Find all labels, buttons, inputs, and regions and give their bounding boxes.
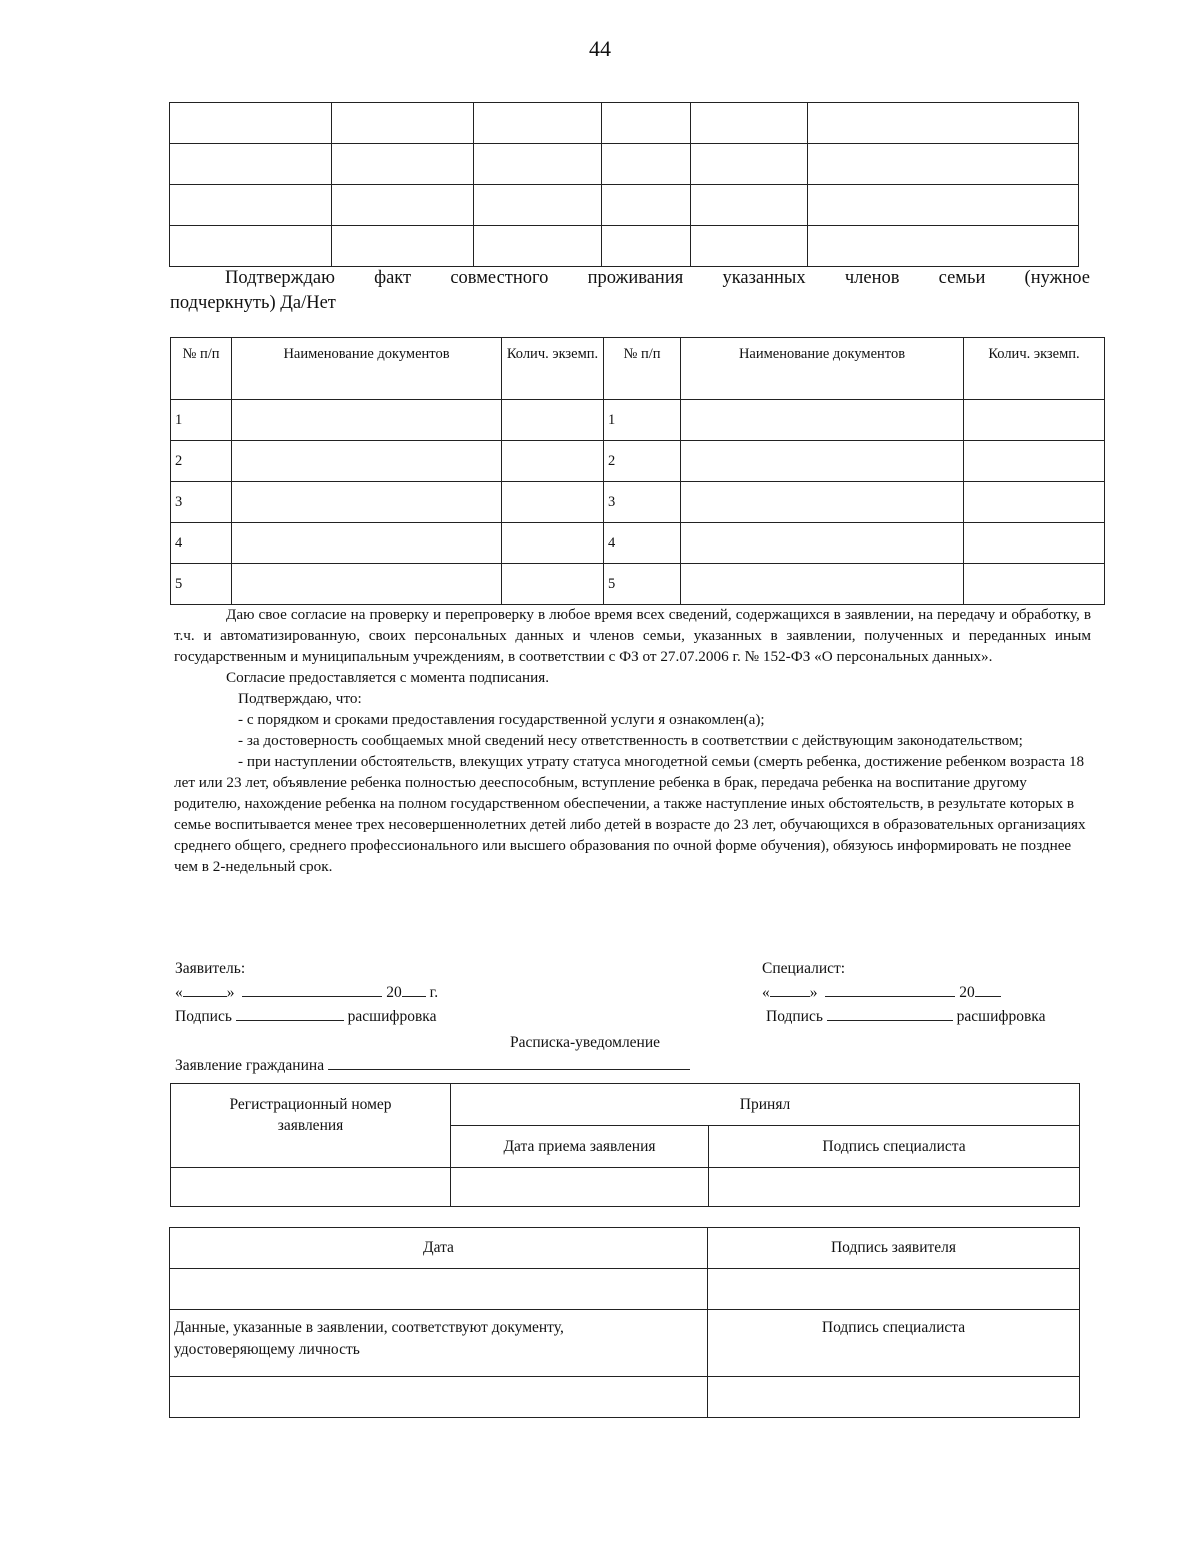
header-qty-left: Колич. экземп.: [502, 338, 604, 400]
citizen-label: Заявление гражданина: [175, 1057, 325, 1074]
decoding-label: расшифровка: [347, 1008, 437, 1025]
year-prefix: 20: [386, 984, 402, 1001]
date-cell[interactable]: [170, 1269, 708, 1310]
specialist-signature-header: Подпись специалиста: [709, 1126, 1080, 1168]
receipt-table: [170, 1083, 1080, 1207]
row-number: 2: [171, 441, 232, 482]
signature-field[interactable]: [236, 1006, 344, 1021]
consent-paragraph: Подтверждаю, что:: [238, 690, 362, 707]
applicant-signature-line: [175, 1005, 515, 1029]
consent-paragraph: - с порядком и сроками предоставления государственной услуги я ознакомлен(а);: [238, 711, 765, 728]
confirm-line-1: Подтверждаю факт совместного проживания указанных членов семьи (нужное: [225, 268, 1090, 288]
header-num-right: № п/п: [604, 338, 681, 400]
table-row: [170, 1377, 1080, 1418]
table-row: [170, 103, 1079, 144]
cohabitation-confirmation: [170, 266, 1090, 316]
year-field[interactable]: [402, 982, 426, 997]
citizen-application-line: [175, 1055, 690, 1075]
specialist-signature-cell[interactable]: [708, 1377, 1080, 1418]
quote-close: »: [226, 984, 235, 1001]
header-docs-right: Наименование документов: [681, 338, 964, 400]
quote-close: »: [809, 984, 818, 1001]
verification-table: [169, 1227, 1080, 1418]
table-row: [170, 144, 1079, 185]
table-row: [170, 1310, 1080, 1377]
accepted-header: Принял: [451, 1084, 1080, 1126]
consent-paragraph: - при наступлении обстоятельств, влекущих утрату статуса многодетной семьи (смерть ребенка, достижение ребенком возраста 18 лет или 23 лет, объявление ребенка полностью дееспособным, вступление ребенка в брак, передача ребенка на воспитание другому родителю, нахождение ребенка на полном государственном обеспечении, а также наступление иных обстоятельств, в результате которых в семье воспитывается менее трех несовершеннолетних детей либо детей в возрасте до 23 лет, обучающихся в образовательных организациях среднего общего, среднего профессионального или высшего образования по очной форме обучения), обязуюсь информировать не позднее чем в 2-недельный срок.: [174, 753, 1086, 875]
day-field[interactable]: [183, 982, 227, 997]
data-match-cell[interactable]: [170, 1377, 708, 1418]
specialist-signature-header: Подпись специалиста: [708, 1310, 1080, 1377]
header-qty-right: Колич. экземп.: [964, 338, 1105, 400]
applicant-date-line: [175, 981, 515, 1005]
citizen-field[interactable]: [328, 1055, 690, 1070]
table-row: [171, 1168, 1080, 1207]
specialist-signature-block: [762, 957, 1092, 1029]
table-row: [171, 1084, 1080, 1126]
receipt-title: Расписка-уведомление: [509, 1034, 661, 1051]
consent-paragraph: Согласие предоставляется с момента подписания.: [226, 669, 550, 686]
date-received-cell[interactable]: [451, 1168, 709, 1207]
reg-number-header: Регистрационный номер заявления: [171, 1084, 451, 1168]
specialist-title: Специалист:: [762, 960, 846, 977]
quote-open: «: [762, 984, 770, 1001]
table-header-row: [171, 338, 1105, 400]
date-header: Дата: [170, 1228, 708, 1269]
row-number: 2: [604, 441, 681, 482]
signature-field[interactable]: [827, 1006, 953, 1021]
signature-label: Подпись: [766, 1008, 823, 1025]
row-number: 1: [171, 400, 232, 441]
specialist-signature-line: [762, 1005, 1092, 1029]
applicant-title: Заявитель:: [175, 960, 246, 977]
header-num-left: № п/п: [171, 338, 232, 400]
row-number: 5: [604, 564, 681, 605]
quote-open: «: [175, 984, 183, 1001]
table-row: [171, 564, 1105, 605]
signature-label: Подпись: [175, 1008, 232, 1025]
table-row: [170, 226, 1079, 267]
year-prefix: 20: [959, 984, 975, 1001]
table-row: [170, 185, 1079, 226]
data-match-text: Данные, указанные в заявлении, соответствуют документу, удостоверяющему личность: [170, 1310, 708, 1377]
day-field[interactable]: [770, 982, 810, 997]
applicant-signature-block: [175, 957, 515, 1029]
table-row: [171, 523, 1105, 564]
reg-number-cell[interactable]: [171, 1168, 451, 1207]
row-number: 3: [604, 482, 681, 523]
year-field[interactable]: [975, 982, 1001, 997]
page-number: 44: [589, 36, 611, 61]
specialist-signature-cell[interactable]: [709, 1168, 1080, 1207]
table-row: [170, 1269, 1080, 1310]
row-number: 3: [171, 482, 232, 523]
consent-paragraph: - за достоверность сообщаемых мной сведений несу ответственность в соответствии с действующим законодательством;: [238, 732, 1023, 749]
consent-text: [174, 604, 1091, 877]
specialist-date-line: [762, 981, 1092, 1005]
applicant-signature-cell[interactable]: [708, 1269, 1080, 1310]
row-number: 5: [171, 564, 232, 605]
year-suffix: г.: [429, 984, 439, 1001]
table-row: [171, 400, 1105, 441]
header-docs-left: Наименование документов: [232, 338, 502, 400]
decoding-label: расшифровка: [956, 1008, 1046, 1025]
table-row: [171, 441, 1105, 482]
applicant-signature-header: Подпись заявителя: [708, 1228, 1080, 1269]
confirm-line-2[interactable]: подчеркнуть) Да/Нет: [170, 293, 336, 313]
date-received-header: Дата приема заявления: [451, 1126, 709, 1168]
documents-table: [170, 337, 1105, 605]
table-row: [171, 482, 1105, 523]
month-field[interactable]: [825, 982, 955, 997]
month-field[interactable]: [242, 982, 382, 997]
table-row: [170, 1228, 1080, 1269]
row-number: 4: [171, 523, 232, 564]
consent-paragraph: Даю свое согласие на проверку и перепроверку в любое время всех сведений, содержащихся в заявлении, на передачу и обработку, в т.ч. и автоматизированную, своих персональных данных и членов семьи, указанных в заявлении, полученных и переданных иным государственным и муниципальным учреждениям, в соответствии с ФЗ от 27.07.2006 г. № 152-ФЗ «О персональных данных».: [174, 606, 1091, 665]
family-members-table: [169, 102, 1079, 267]
row-number: 1: [604, 400, 681, 441]
row-number: 4: [604, 523, 681, 564]
